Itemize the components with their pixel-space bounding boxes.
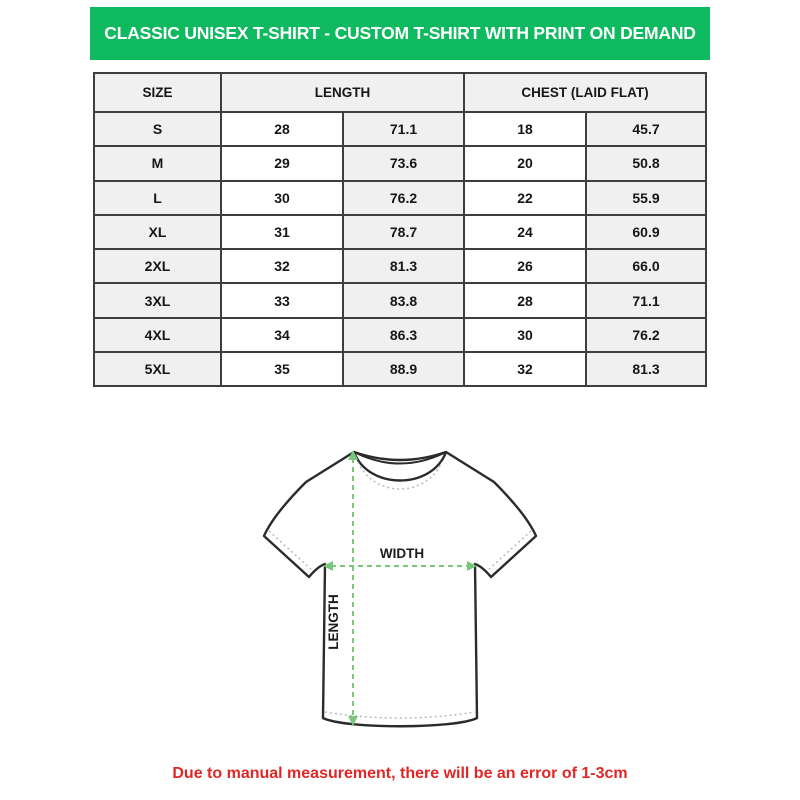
table-row (94, 181, 706, 215)
size-cell: M (94, 146, 221, 180)
chest-cm-cell: 81.3 (586, 352, 706, 386)
size-cell: 3XL (94, 283, 221, 317)
table-row (94, 318, 706, 352)
chest-cm-cell: 76.2 (586, 318, 706, 352)
tshirt-outline-icon (264, 452, 536, 726)
length-in-cell: 34 (221, 318, 343, 352)
length-label: LENGTH (326, 594, 341, 650)
size-cell: 4XL (94, 318, 221, 352)
length-cm-cell: 73.6 (343, 146, 464, 180)
size-cell: S (94, 112, 221, 146)
chest-in-cell: 32 (464, 352, 586, 386)
title-banner (90, 7, 710, 60)
chest-in-cell: 26 (464, 249, 586, 283)
page-title: CLASSIC UNISEX T-SHIRT - CUSTOM T-SHIRT WITH PRINT ON DEMAND (104, 23, 696, 43)
length-cm-cell: 78.7 (343, 215, 464, 249)
length-cm-cell: 71.1 (343, 112, 464, 146)
chest-in-cell: 24 (464, 215, 586, 249)
length-in-cell: 29 (221, 146, 343, 180)
length-in-cell: 30 (221, 181, 343, 215)
chest-in-cell: 28 (464, 283, 586, 317)
length-in-cell: 35 (221, 352, 343, 386)
table-row (94, 112, 706, 146)
chest-cm-cell: 45.7 (586, 112, 706, 146)
size-cell: 5XL (94, 352, 221, 386)
chest-cm-cell: 50.8 (586, 146, 706, 180)
chest-in-cell: 20 (464, 146, 586, 180)
table-row (94, 146, 706, 180)
length-cm-cell: 88.9 (343, 352, 464, 386)
chest-cm-cell: 55.9 (586, 181, 706, 215)
length-cm-cell: 86.3 (343, 318, 464, 352)
size-table (93, 72, 707, 387)
chest-cm-cell: 60.9 (586, 215, 706, 249)
table-header-row (94, 73, 706, 112)
table-row (94, 283, 706, 317)
chest-in-cell: 22 (464, 181, 586, 215)
chest-cm-cell: 71.1 (586, 283, 706, 317)
header-chest: CHEST (LAID FLAT) (464, 73, 706, 112)
header-size: SIZE (94, 73, 221, 112)
chest-in-cell: 18 (464, 112, 586, 146)
tshirt-measurement-diagram (250, 438, 550, 748)
width-label: WIDTH (379, 546, 425, 561)
length-cm-cell: 81.3 (343, 249, 464, 283)
length-in-cell: 32 (221, 249, 343, 283)
chest-cm-cell: 66.0 (586, 249, 706, 283)
size-cell: XL (94, 215, 221, 249)
chest-in-cell: 30 (464, 318, 586, 352)
length-cm-cell: 83.8 (343, 283, 464, 317)
header-length: LENGTH (221, 73, 464, 112)
length-cm-cell: 76.2 (343, 181, 464, 215)
length-in-cell: 33 (221, 283, 343, 317)
length-in-cell: 28 (221, 112, 343, 146)
length-in-cell: 31 (221, 215, 343, 249)
size-cell: 2XL (94, 249, 221, 283)
table-row (94, 215, 706, 249)
size-cell: L (94, 181, 221, 215)
table-row (94, 352, 706, 386)
table-row (94, 249, 706, 283)
measurement-disclaimer: Due to manual measurement, there will be an error of 1-3cm (172, 765, 628, 782)
